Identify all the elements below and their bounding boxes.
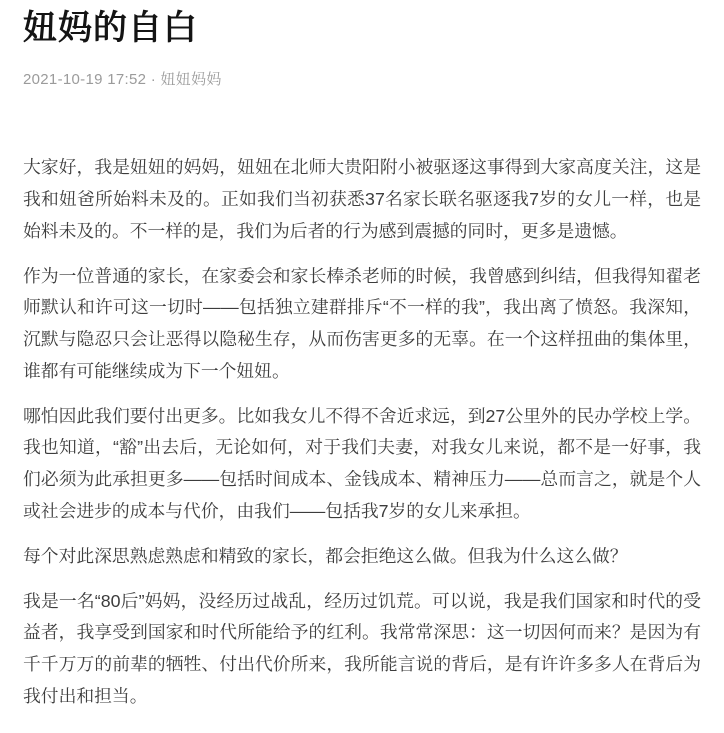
paragraph: 哪怕因此我们要付出更多。比如我女儿不得不舍近求远，到27公里外的民办学校上学。我也知道，“豁”出去后，无论如何，对于我们夫妻，对我女儿来说，都不是一好事，我们必须为此承担更多——包括时间成本、金钱成本、精神压力——总而言之，就是个人或社会进步的成本与代价，由我们——包括我7岁的女儿来承担。 <box>23 405 701 522</box>
article-title: 妞妈的自白 <box>23 9 198 47</box>
paragraph: 作为一位普通的家长，在家委会和家长棒杀老师的时候，我曾感到纠结，但我得知翟老师默认和许可这一切时——包括独立建群排斥“不一样的我”，我出离了愤怒。我深知，沉默与隐忍只会让恶得以隐秘生存，从而伤害更多的无辜。在一个这样扭曲的集体里，谁都有可能继续成为下一个妞妞。 <box>23 265 701 381</box>
paragraph: 每个对此深思熟虑熟虑和精致的家长，都会拒绝这么做。但我为什么这么做？ <box>23 545 628 566</box>
paragraph: 我是一名“80后”妈妈，没经历过战乱，经历过饥荒。可以说，我是我们国家和时代的受益者，我享受到国家和时代所能给予的红利。我常常深思：这一切因何而来？是因为有千千万万的前辈的牺牲、付出代价所来，我所能言说的背后，是有许许多多人在背后为我付出和担当。 <box>23 590 701 707</box>
paragraph: 大家好，我是妞妞的妈妈，妞妞在北师大贵阳附小被驱逐这事得到大家高度关注，这是我和妞爸所始料未及的。正如我们当初获悉37名家长联名驱逐我7岁的女儿一样，也是始料未及的。不一样的是，我们为后者的行为感到震撼的同时，更多是遗憾。 <box>23 157 701 241</box>
article-meta: 2021-10-19 17:52 · 妞妞妈妈 <box>23 71 222 89</box>
article-body <box>23 152 701 713</box>
